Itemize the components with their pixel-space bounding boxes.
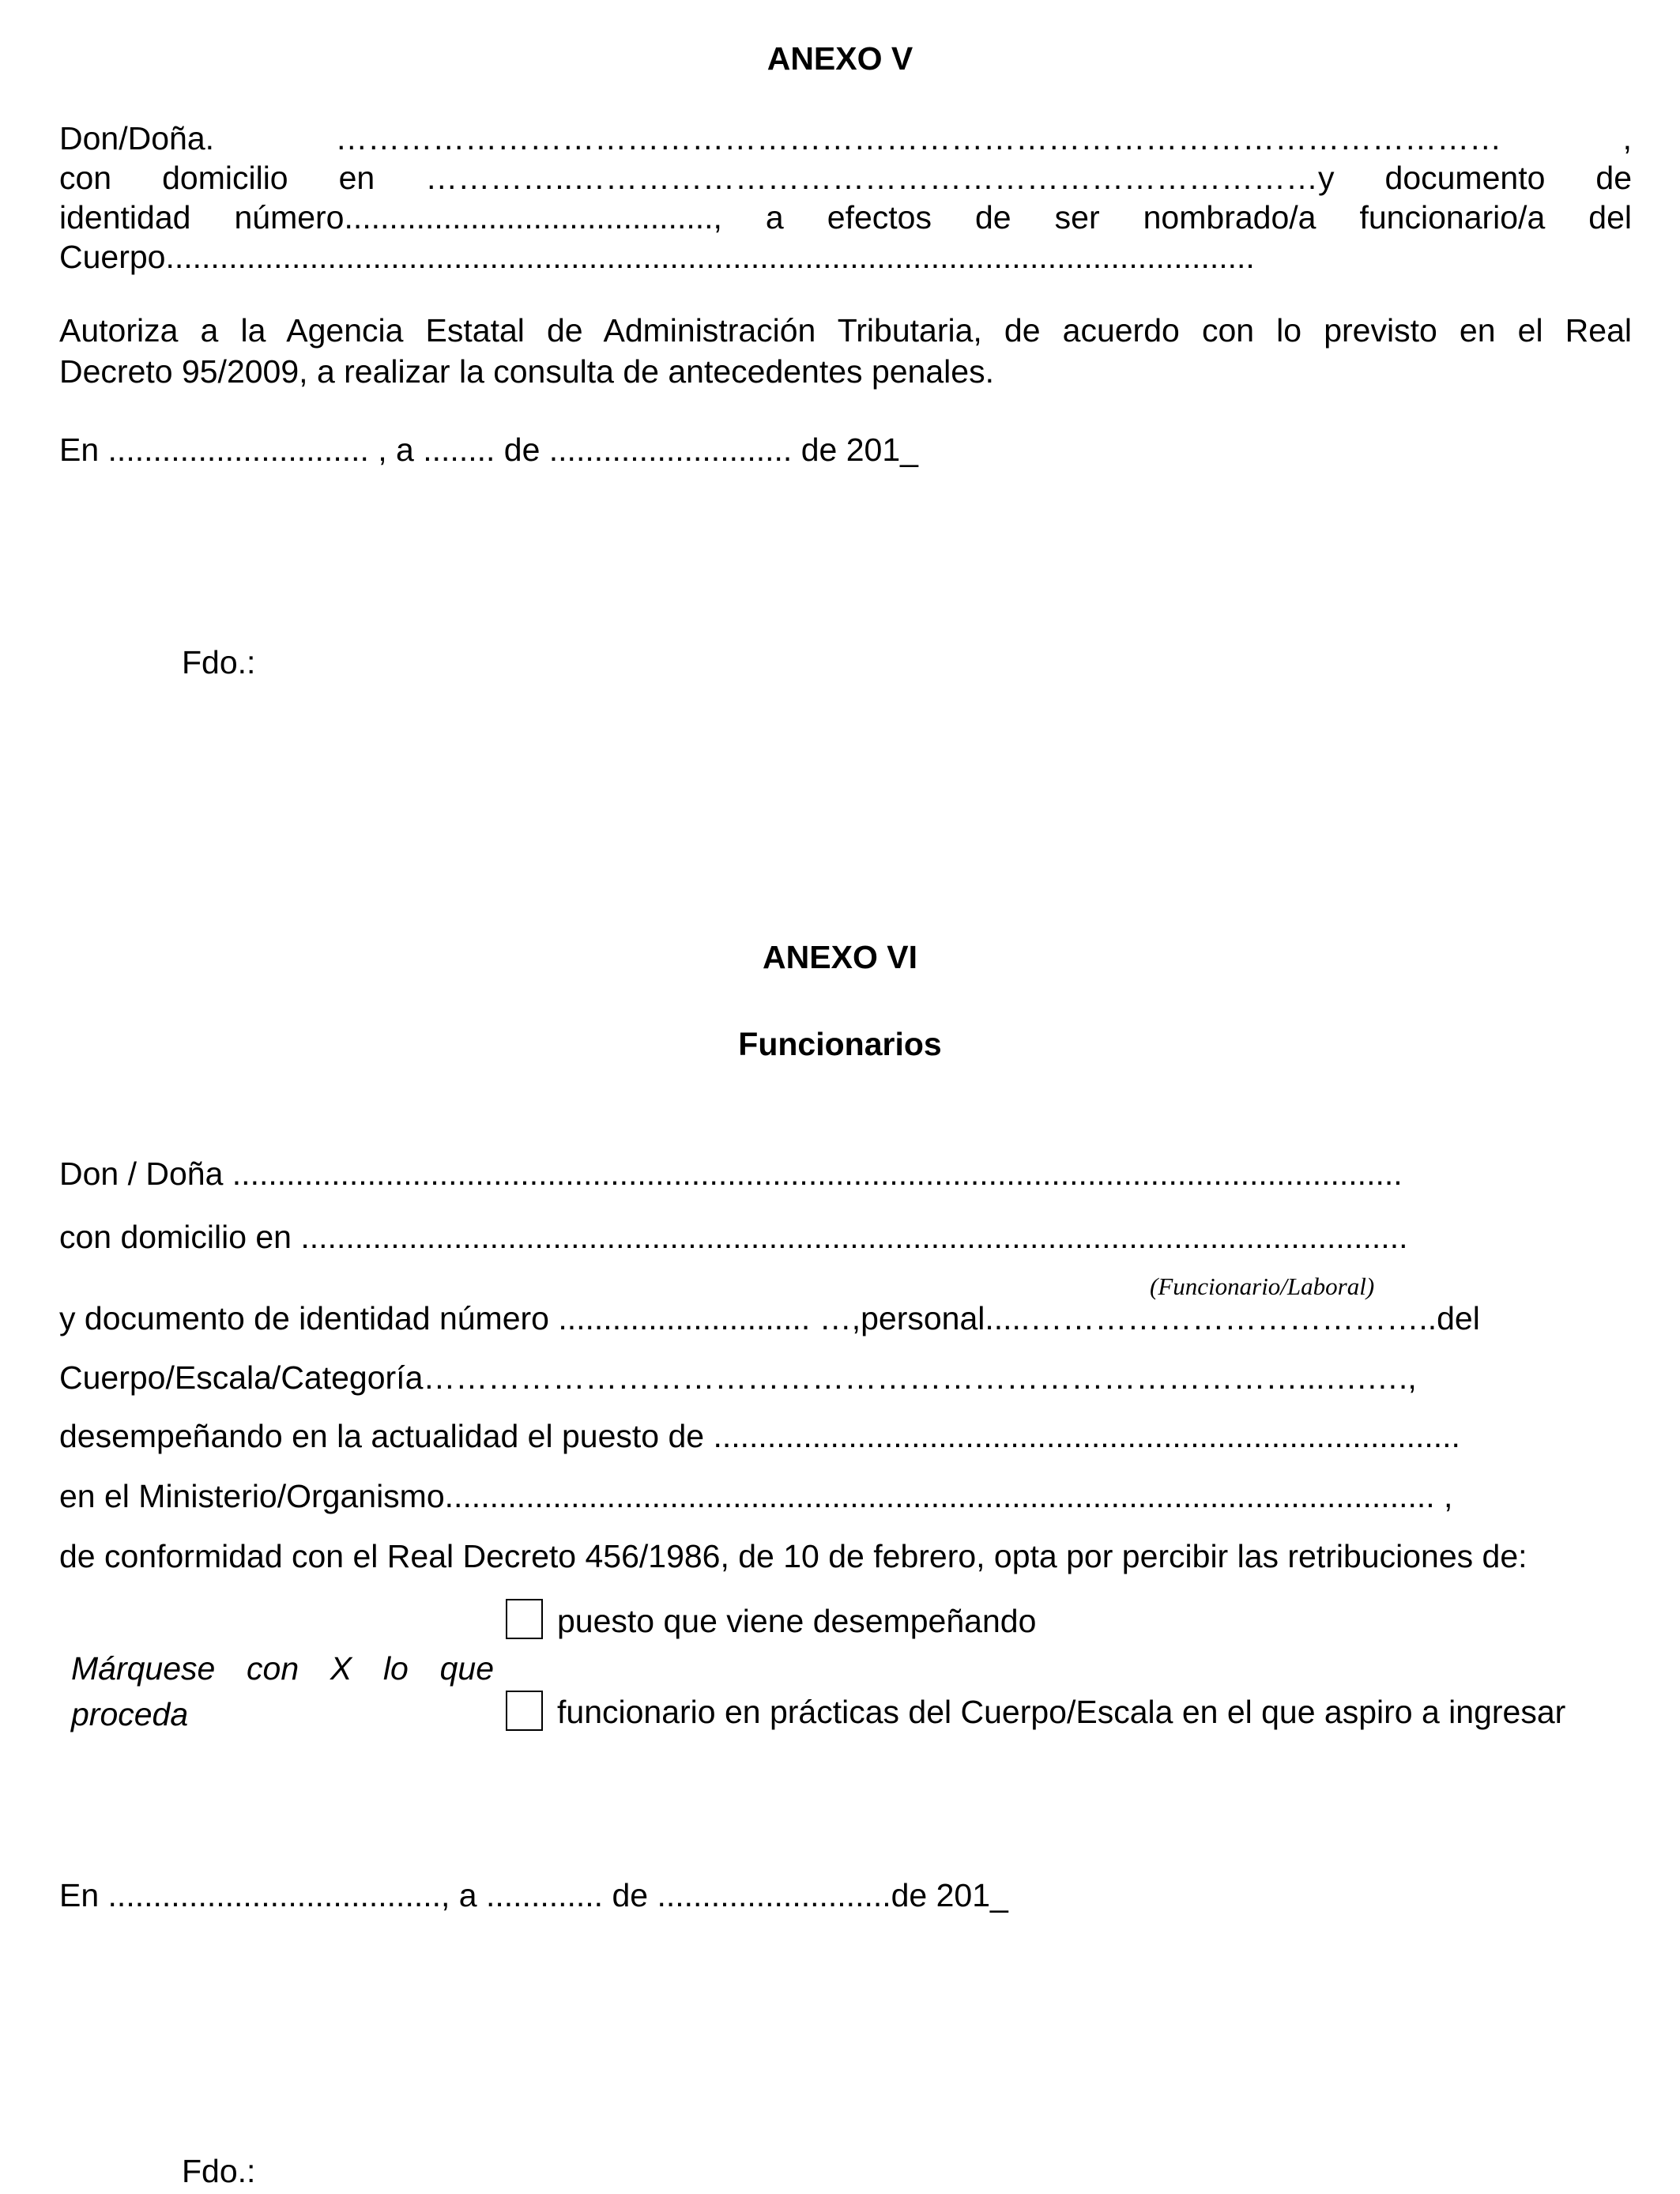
option-current-position-checkbox[interactable] bbox=[506, 1599, 543, 1639]
annex-vi-date-line: En ....................................., a ............. de ..........................de 201_ bbox=[59, 1877, 1008, 1913]
annex-vi-subtitle: Funcionarios bbox=[738, 1026, 942, 1062]
annex-v-authorization-line-2: Decreto 95/2009, a realizar la consulta de antecedentes penales. bbox=[59, 353, 994, 390]
option-current-position-label: puesto que viene desempeñando bbox=[557, 1603, 1037, 1639]
annex-v-signature: Fdo.: bbox=[182, 644, 256, 680]
annex-v-title: ANEXO V bbox=[767, 40, 913, 77]
annex-vi-personnel-type-note: (Funcionario/Laboral) bbox=[1150, 1272, 1375, 1300]
option-trainee-label: funcionario en prácticas del Cuerpo/Escala en el que aspiro a ingresar bbox=[557, 1694, 1566, 1730]
annex-vi-signature: Fdo.: bbox=[182, 2153, 256, 2189]
option-trainee-checkbox[interactable] bbox=[506, 1691, 543, 1731]
annex-v-address-line: con domicilio en …………..……………………………………………………………y documento de bbox=[59, 160, 1632, 196]
annex-vi-position-line: desempeñando en la actualidad el puesto de ................................................................................... bbox=[59, 1418, 1460, 1454]
annex-vi-corps-line: Cuerpo/Escala/Categoría………………………………………………………………………...….…., bbox=[59, 1359, 1417, 1396]
annex-vi-title: ANEXO VI bbox=[763, 939, 917, 975]
annex-v-date-line: En ............................. , a ........ de ........................... de 201_ bbox=[59, 432, 918, 468]
annex-vi-conformity-line: de conformidad con el Real Decreto 456/1986, de 10 de febrero, opta por percibir las retribuciones de: bbox=[59, 1538, 1527, 1574]
annex-vi-address-line: con domicilio en ........................................................................................................................... bbox=[59, 1219, 1408, 1255]
annex-vi-mark-instruction: Márquese con X lo que proceda bbox=[71, 1650, 494, 1732]
annex-vi-ministry-line: en el Ministerio/Organismo.............................................................................................................. , bbox=[59, 1478, 1453, 1514]
annex-vi-name-line: Don / Doña .................................................................................................................................. bbox=[59, 1155, 1403, 1192]
annex-v-corps-line: Cuerpo......................................................................................................................... bbox=[59, 239, 1255, 275]
annex-v-name-line: Don/Doña. ……………………………………………………………………………………………… , bbox=[59, 120, 1632, 156]
annex-v-authorization-line-1: Autoriza a la Agencia Estatal de Administración Tributaria, de acuerdo con lo previsto en el Real bbox=[59, 312, 1632, 349]
annex-vi-id-line: y documento de identidad número ............................ …,personal.....………………………………..del bbox=[59, 1300, 1480, 1336]
annex-v-id-line: identidad número........................................., a efectos de ser nombrado/a funcionario/a del bbox=[59, 199, 1632, 236]
